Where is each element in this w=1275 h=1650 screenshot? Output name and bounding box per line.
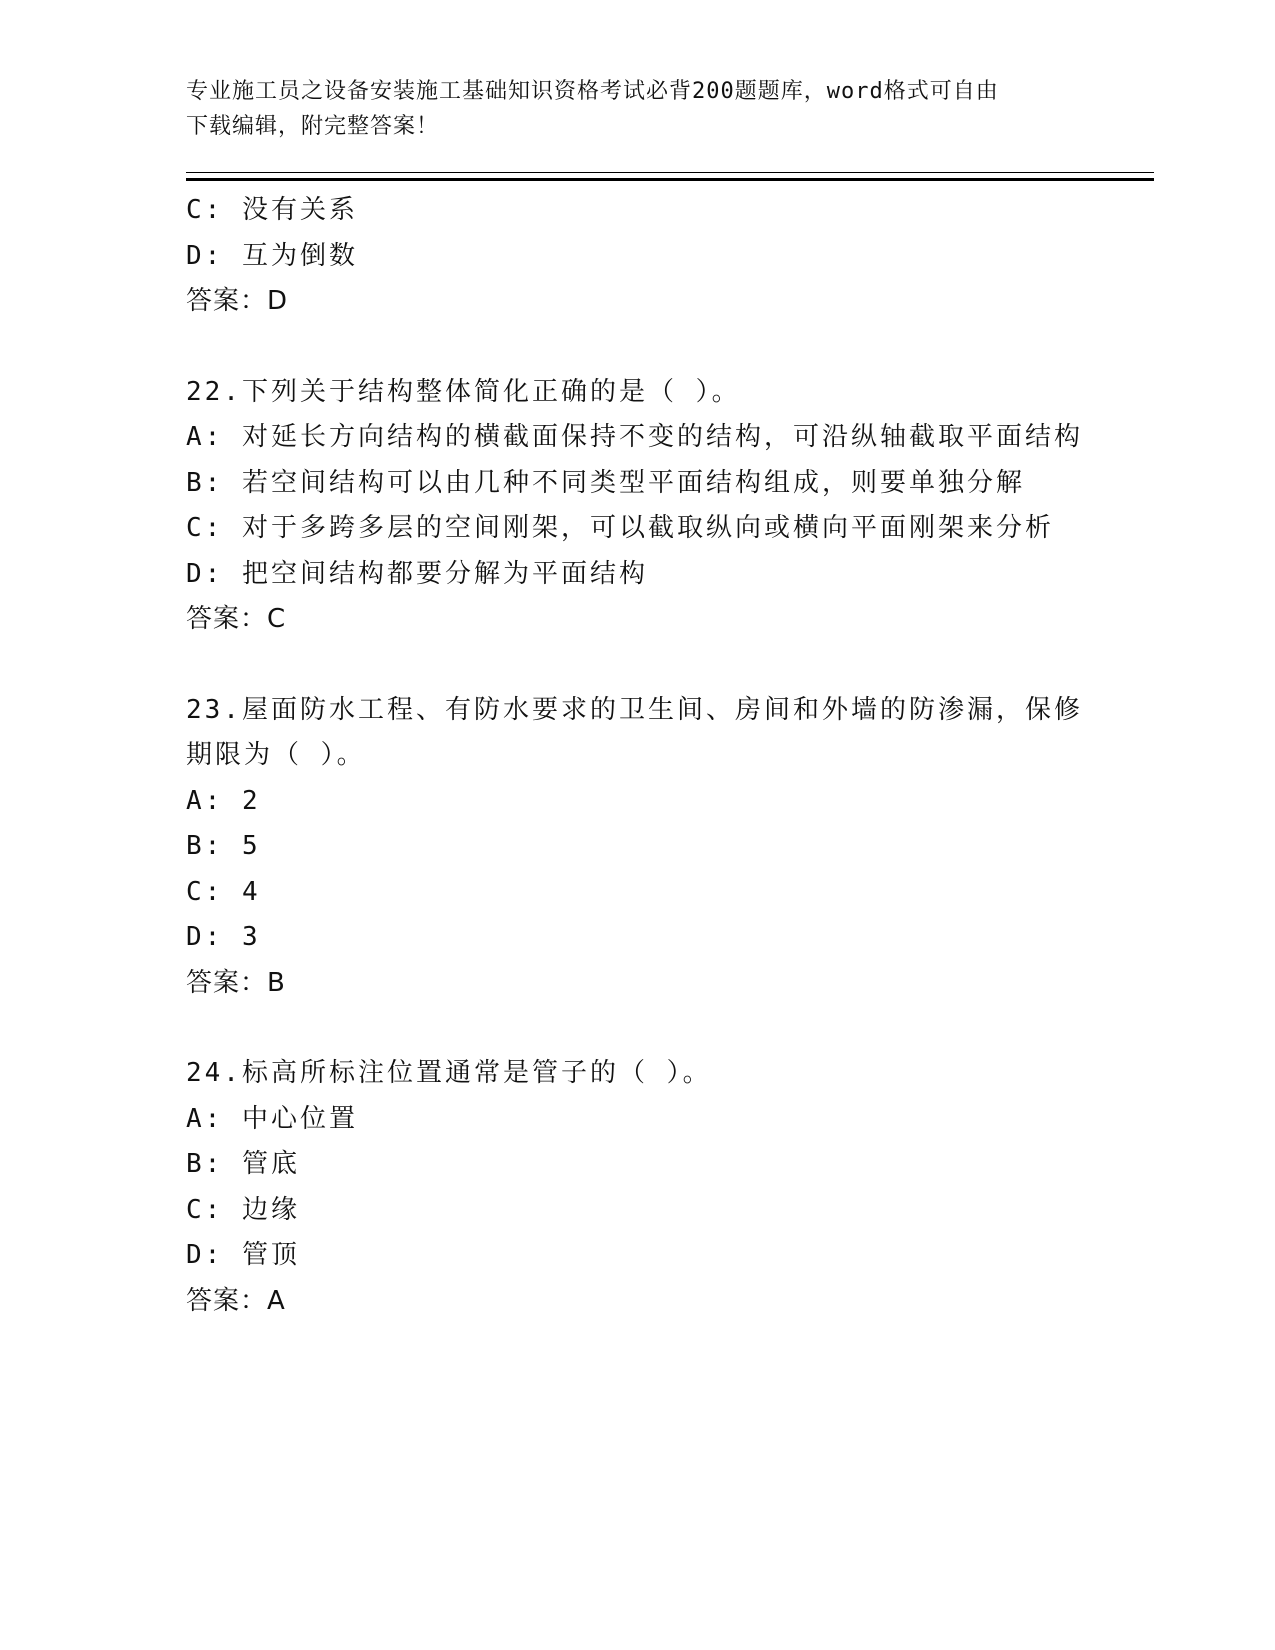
previous-question-block bbox=[186, 188, 1146, 325]
document-header bbox=[186, 74, 1086, 144]
spacer bbox=[186, 325, 1146, 370]
spacer bbox=[186, 643, 1146, 688]
option-b: B: 5 bbox=[186, 831, 261, 861]
answer-line: 答案：C bbox=[186, 604, 287, 634]
option-d: D: 3 bbox=[186, 922, 261, 952]
question-23 bbox=[186, 688, 1146, 1007]
header-title-line-1: 专业施工员之设备安装施工基础知识资格考试必背200题题库，word格式可自由 bbox=[186, 79, 999, 104]
question-stem: 23.屋面防水工程、有防水要求的卫生间、房间和外墙的防渗漏，保修 bbox=[186, 694, 1083, 725]
option-b: B: 管底 bbox=[186, 1149, 300, 1179]
option-a: A: 2 bbox=[186, 785, 261, 816]
option-c: C: 没有关系 bbox=[186, 195, 358, 225]
option-d: D: 把空间结构都要分解为平面结构 bbox=[186, 558, 648, 589]
option-c: C: 4 bbox=[186, 876, 261, 907]
header-divider-thin bbox=[186, 172, 1154, 173]
option-d: D: 互为倒数 bbox=[186, 240, 358, 271]
spacer bbox=[186, 1006, 1146, 1051]
answer-line: 答案：A bbox=[186, 1285, 286, 1316]
option-c: C: 边缘 bbox=[186, 1194, 300, 1225]
answer-line: 答案：B bbox=[186, 967, 286, 998]
option-c: C: 对于多跨多层的空间刚架，可以截取纵向或横向平面刚架来分析 bbox=[186, 513, 1054, 543]
question-stem: 24.标高所标注位置通常是管子的（ ）。 bbox=[186, 1058, 712, 1088]
question-stem-continued: 期限为（ ）。 bbox=[186, 740, 366, 770]
question-content bbox=[186, 188, 1146, 1324]
question-24 bbox=[186, 1051, 1146, 1324]
option-a: A: 中心位置 bbox=[186, 1103, 358, 1134]
option-d: D: 管顶 bbox=[186, 1240, 300, 1270]
answer-line: 答案：D bbox=[186, 286, 289, 316]
question-22 bbox=[186, 370, 1146, 643]
question-stem: 22.下列关于结构整体简化正确的是（ ）。 bbox=[186, 376, 741, 407]
option-a: A: 对延长方向结构的横截面保持不变的结构，可沿纵轴截取平面结构 bbox=[186, 422, 1083, 452]
option-b: B: 若空间结构可以由几种不同类型平面结构组成，则要单独分解 bbox=[186, 467, 1025, 498]
header-divider-thick bbox=[186, 178, 1154, 181]
header-title-line-2: 下载编辑，附完整答案！ bbox=[186, 114, 440, 139]
